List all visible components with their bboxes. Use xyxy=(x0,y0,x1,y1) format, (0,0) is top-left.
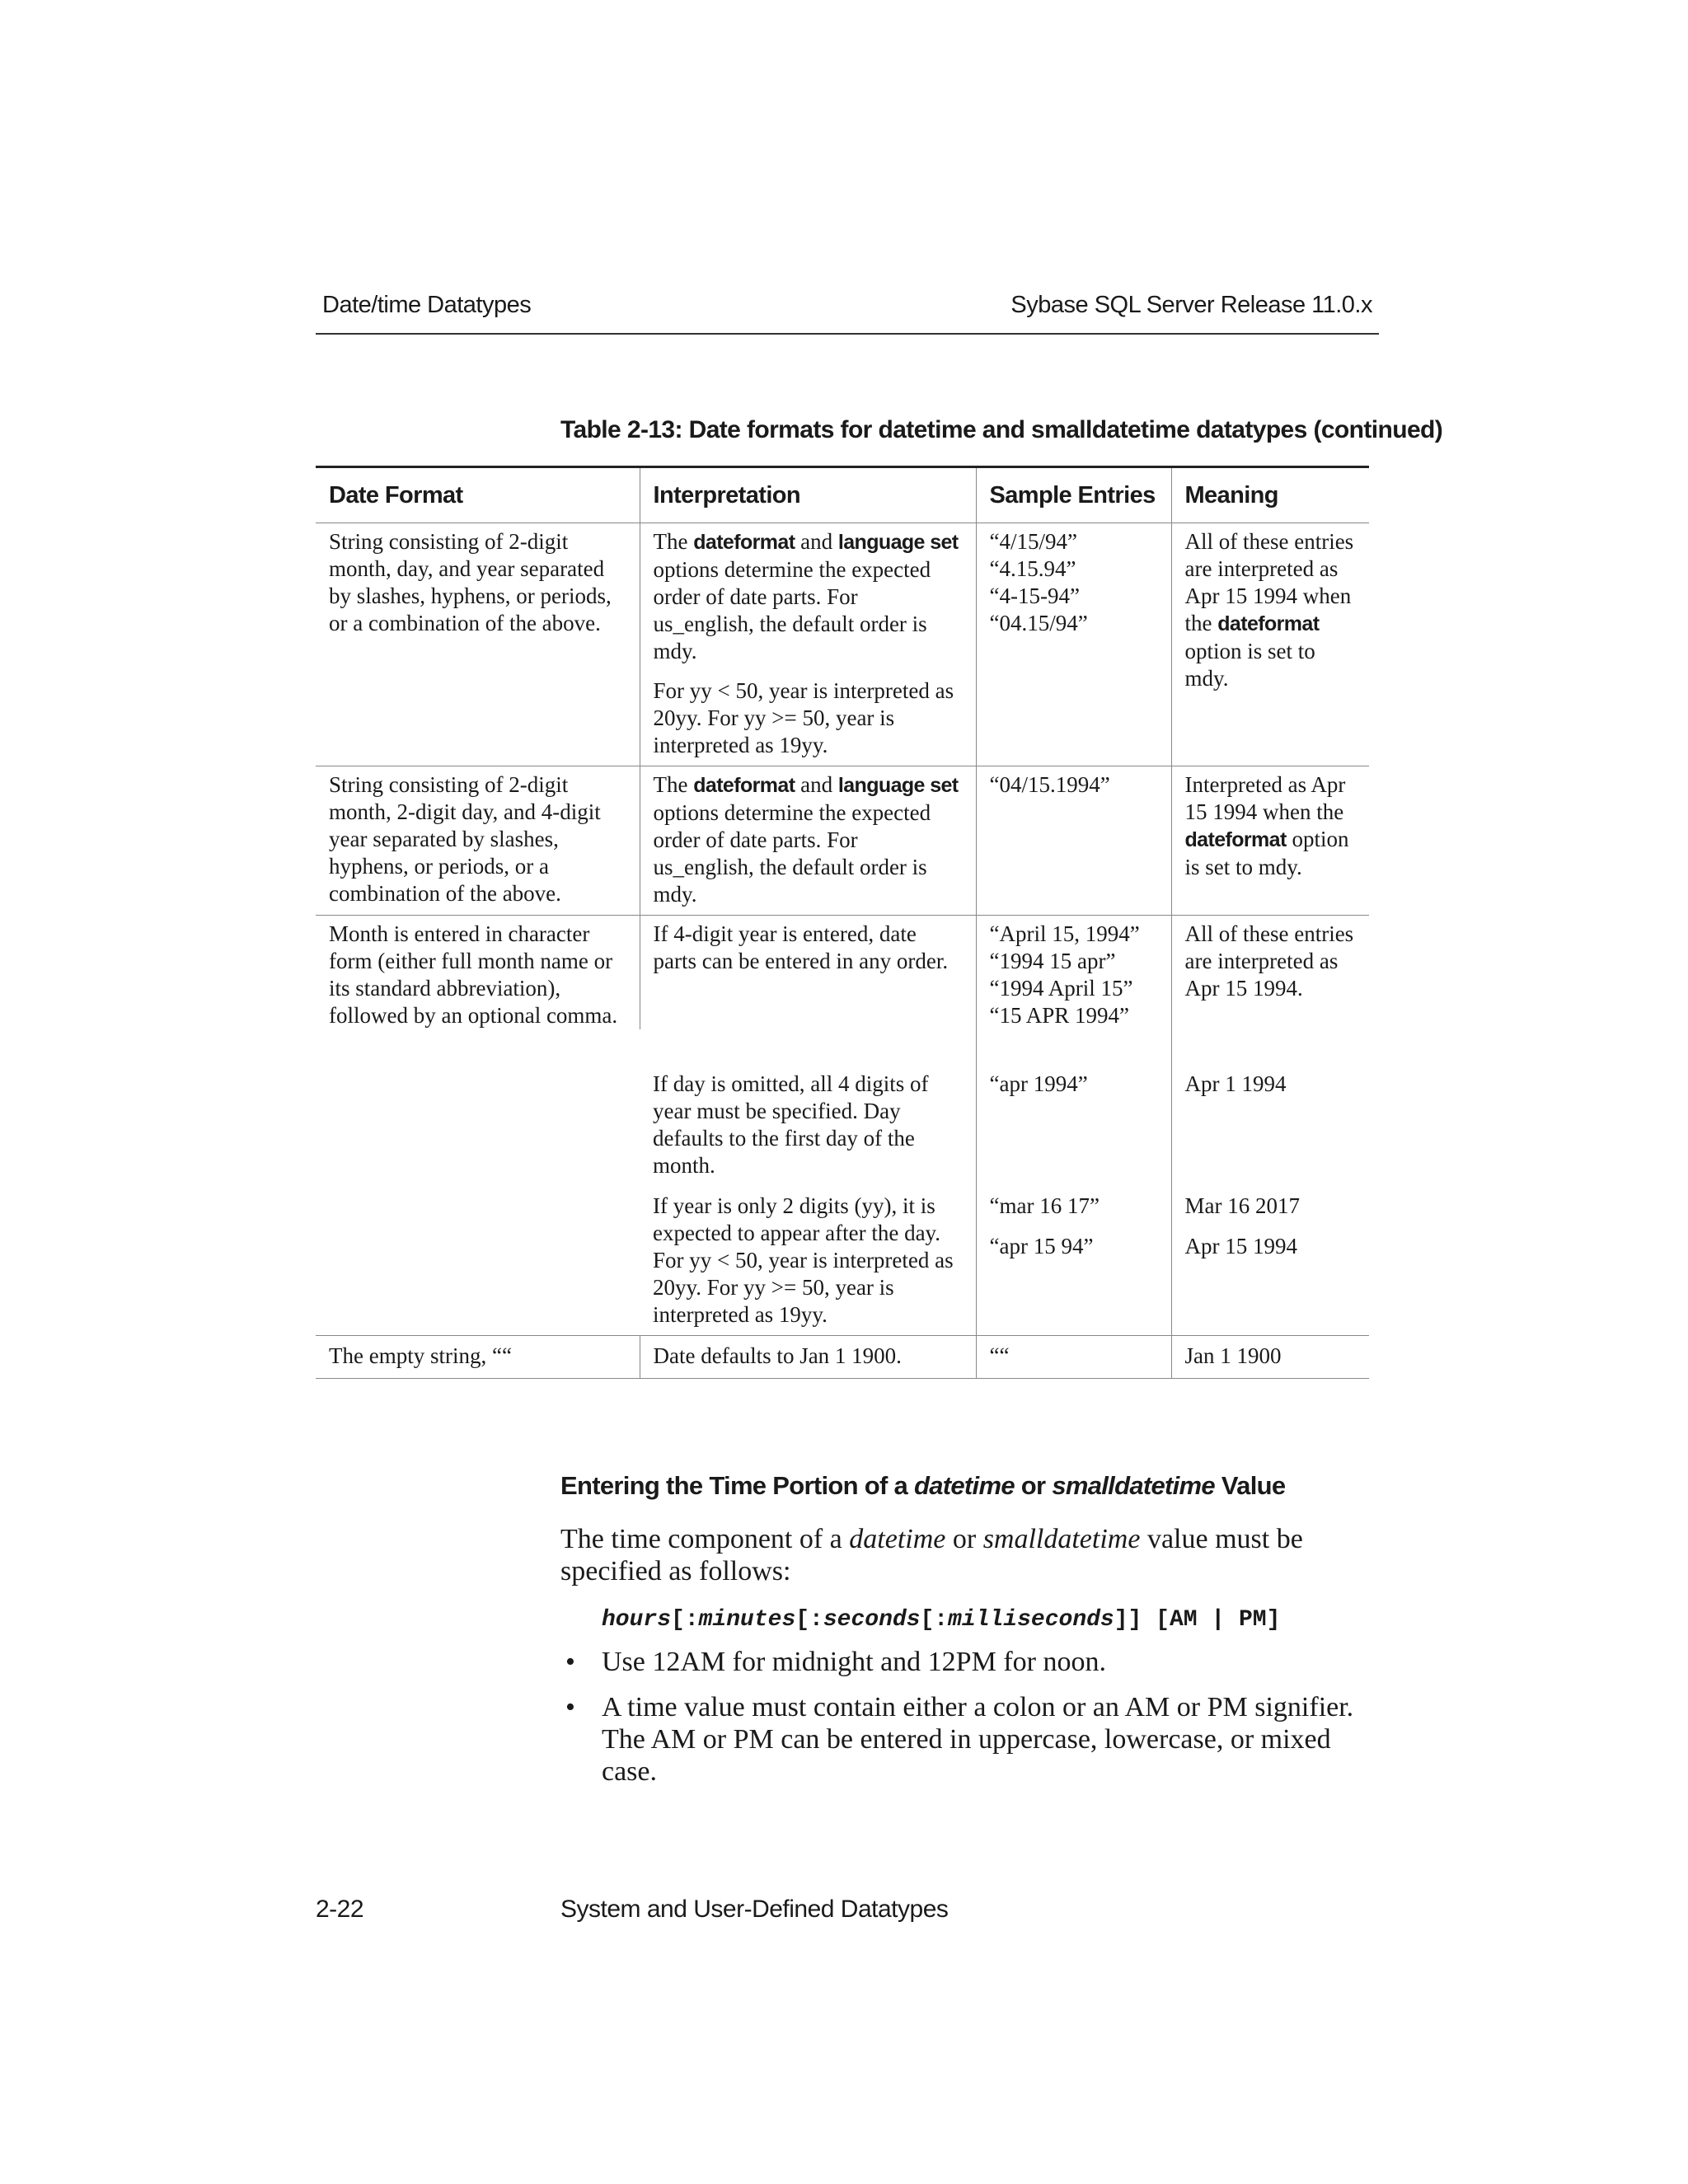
cell-sample-entries xyxy=(976,1029,1171,1179)
table-caption: Table 2-13: Date formats for datetime and smalldatetime datatypes (continued) xyxy=(560,416,1443,443)
list-item: • A time value must contain either a colon or an AM or PM signifier. The AM or PM can be entered in uppercase, lowercase, or mixed case. xyxy=(565,1692,1354,1787)
cell-sample-entries xyxy=(976,766,1171,916)
meaning-value: Apr 15 1994 xyxy=(1184,1234,1297,1258)
sample-entry: “apr 1994” xyxy=(989,1071,1088,1096)
keyword-dateformat: dateformat xyxy=(693,531,795,554)
cell-interpretation: Date defaults to Jan 1 1900. xyxy=(640,1336,976,1379)
footer-chapter-title: System and User-Defined Datatypes xyxy=(560,1896,949,1923)
heading-smalldatetime-term: smalldatetime xyxy=(1052,1471,1215,1500)
keyword-language-set: language set xyxy=(837,531,959,554)
running-header xyxy=(316,288,1379,335)
table-header-row xyxy=(316,467,1369,523)
smalldatetime-term: smalldatetime xyxy=(982,1524,1141,1554)
sample-entry: “4-15-94” xyxy=(989,583,1080,608)
bullet-icon: • xyxy=(565,1692,575,1722)
cell-sample-entries xyxy=(976,523,1171,766)
sample-entry: “apr 15 94” xyxy=(989,1234,1094,1258)
sample-entry: “1994 15 apr” xyxy=(989,949,1116,973)
cell-date-format: String consisting of 2-digit month, 2-digit day, and 4-digit year separated by slashes, hyphens, or periods, or a combination of the above. xyxy=(316,766,640,916)
section-heading: Entering the Time Portion of a datetime or smalldatetime Value xyxy=(560,1471,1286,1500)
keyword-dateformat: dateformat xyxy=(1217,612,1320,635)
date-format-table xyxy=(316,466,1369,1379)
bullet-icon: • xyxy=(565,1647,575,1677)
section-body-paragraph: The time component of a datetime or smalldatetime value must be specified as follows: xyxy=(560,1524,1303,1586)
time-syntax: hours[:minutes[:seconds[:milliseconds]] [AM | PM] xyxy=(602,1607,1281,1633)
keyword-dateformat: dateformat xyxy=(1184,828,1287,851)
column-header-sample-entries: Sample Entries xyxy=(976,467,1171,523)
table-row xyxy=(316,916,1369,1030)
cell-interpretation xyxy=(640,523,976,766)
interpretation-paragraph: The dateformat and language set options determine the expected order of date parts. For us_english, the default order is mdy. xyxy=(653,529,959,663)
sample-entry: “4.15.94” xyxy=(989,556,1076,581)
sample-entry: “April 15, 1994” xyxy=(989,921,1140,946)
cell-meaning: All of these entries are interpreted as Apr 15 1994. xyxy=(1171,916,1369,1030)
keyword-language-set: language set xyxy=(837,774,959,797)
time-rules-list xyxy=(560,1646,1376,1801)
sample-entry: “15 APR 1994” xyxy=(989,1003,1130,1028)
cell-date-format: The empty string, ““ xyxy=(316,1336,640,1379)
column-header-interpretation: Interpretation xyxy=(640,467,976,523)
keyword-dateformat: dateformat xyxy=(693,774,795,797)
cell-meaning: Apr 1 1994 xyxy=(1171,1029,1369,1179)
datetime-term: datetime xyxy=(849,1524,946,1554)
cell-interpretation: If 4-digit year is entered, date parts can be entered in any order. xyxy=(640,916,976,1030)
interpretation-paragraph: For yy < 50, year is interpreted as 20yy. For yy >= 50, year is interpreted as 19yy. xyxy=(653,678,954,757)
column-header-meaning: Meaning xyxy=(1171,467,1369,523)
table-row xyxy=(316,766,1369,916)
page-number: 2-22 xyxy=(316,1896,364,1923)
cell-date-format: String consisting of 2-digit month, day, and year separated by slashes, hyphens, or periods, or a combination of the above. xyxy=(316,523,640,766)
cell-meaning: All of these entries are interpreted as Apr 15 1994 when the dateformat option is set to mdy. xyxy=(1171,523,1369,766)
cell-meaning: Interpreted as Apr 15 1994 when the dateformat option is set to mdy. xyxy=(1171,766,1369,916)
heading-datetime-term: datetime xyxy=(913,1471,1015,1500)
sample-entry: ““ xyxy=(989,1343,1010,1368)
cell-meaning: Jan 1 1900 xyxy=(1171,1336,1369,1379)
interpretation-paragraph: For yy < 50, year is interpreted as 20yy. For yy >= 50, year is interpreted as 19yy. xyxy=(653,1248,954,1327)
cell-sample-entries xyxy=(976,1179,1171,1336)
table-row xyxy=(316,523,1369,766)
sample-entry: “4/15/94” xyxy=(989,529,1077,554)
cell-interpretation xyxy=(640,1179,976,1336)
list-item: • Use 12AM for midnight and 12PM for noon. xyxy=(565,1647,1106,1677)
sample-entry: “04/15.1994” xyxy=(989,772,1110,797)
cell-meaning xyxy=(1171,1179,1369,1336)
meaning-value: Mar 16 2017 xyxy=(1184,1193,1300,1218)
sample-entry: “04.15/94” xyxy=(989,611,1088,635)
header-book-title: Sybase SQL Server Release 11.0.x xyxy=(1010,292,1372,318)
cell-interpretation: If day is omitted, all 4 digits of year must be specified. Day defaults to the first day of the month. xyxy=(653,1071,929,1178)
interpretation-paragraph: If year is only 2 digits (yy), it is expected to appear after the day. xyxy=(653,1193,941,1245)
sample-entry: “mar 16 17” xyxy=(989,1193,1100,1218)
sample-entry: “1994 April 15” xyxy=(989,976,1133,1001)
header-section-title: Date/time Datatypes xyxy=(322,292,532,318)
cell-sample-entries xyxy=(976,1336,1171,1379)
cell-date-format: Month is entered in character form (either full month name or its standard abbreviation), followed by an optional comma. xyxy=(316,916,640,1336)
cell-interpretation: The dateformat and language set options determine the expected order of date parts. For us_english, the default order is mdy. xyxy=(640,766,976,916)
column-header-date-format: Date Format xyxy=(316,467,640,523)
cell-sample-entries xyxy=(976,916,1171,1030)
table-row xyxy=(316,1336,1369,1379)
